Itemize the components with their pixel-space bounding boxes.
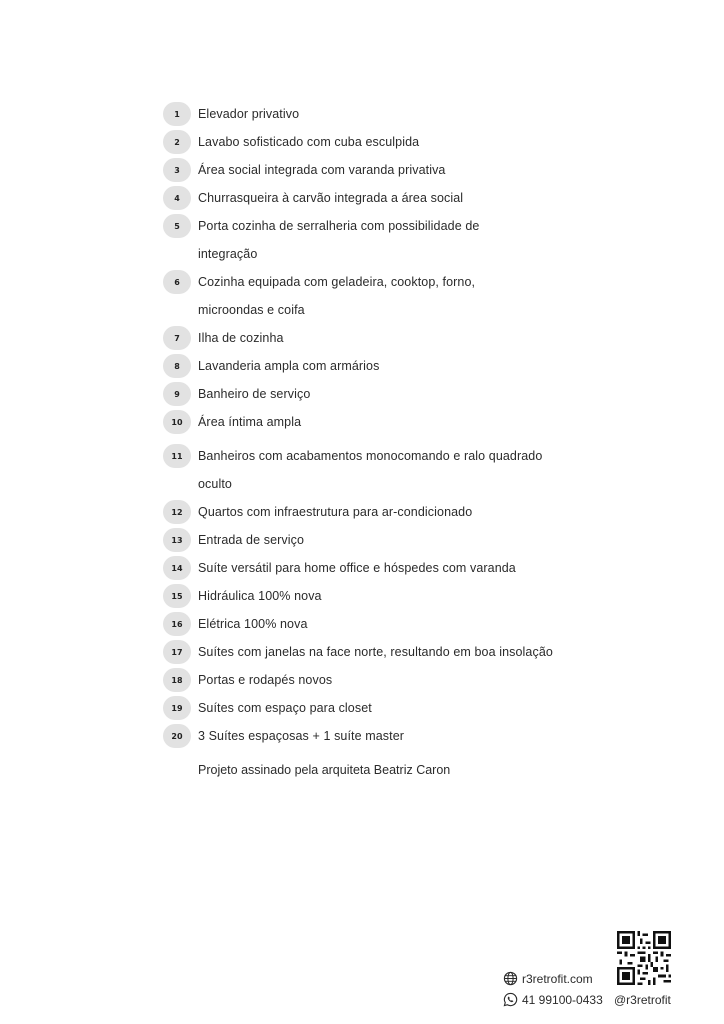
item-text-continued: integração [198, 247, 258, 261]
item-number-badge: 15 [163, 584, 191, 608]
item-text-continued: microondas e coifa [198, 303, 305, 317]
globe-icon [503, 971, 518, 986]
item-number-badge: 4 [163, 186, 191, 210]
website-label: r3retrofit.com [522, 971, 593, 986]
item-text: Suítes com espaço para closet [198, 701, 372, 715]
item-number-badge: 1 [163, 102, 191, 126]
item-text: Hidráulica 100% nova [198, 589, 322, 603]
item-number-badge: 18 [163, 668, 191, 692]
item-text: Área íntima ampla [198, 415, 302, 429]
architect-credit: Projeto assinado pela arquiteta Beatriz Caron [198, 763, 451, 777]
item-text: Elevador privativo [198, 107, 300, 121]
item-text: 3 Suítes espaçosas + 1 suíte master [198, 729, 405, 743]
item-text: Banheiros com acabamentos monocomando e ralo quadrado [198, 449, 543, 463]
qr-code-icon[interactable] [617, 931, 671, 985]
item-number-badge: 12 [163, 500, 191, 524]
item-number-badge: 9 [163, 382, 191, 406]
item-number-badge: 10 [163, 410, 191, 434]
item-text: Portas e rodapés novos [198, 673, 333, 687]
item-number-badge: 13 [163, 528, 191, 552]
instagram-contact[interactable] [614, 993, 671, 1007]
item-text: Cozinha equipada com geladeira, cooktop, forno, [198, 275, 476, 289]
whatsapp-icon [503, 992, 518, 1007]
item-text: Entrada de serviço [198, 533, 305, 547]
item-text: Quartos com infraestrutura para ar-condicionado [198, 505, 473, 519]
item-text: Churrasqueira à carvão integrada a área social [198, 191, 464, 205]
item-number-badge: 7 [163, 326, 191, 350]
item-number-badge: 20 [163, 724, 191, 748]
item-text-continued: oculto [198, 477, 232, 491]
instagram-label: @r3retrofit [614, 993, 671, 1007]
item-text: Elétrica 100% nova [198, 617, 308, 631]
item-text: Lavanderia ampla com armários [198, 359, 380, 373]
item-text: Suíte versátil para home office e hóspedes com varanda [198, 561, 516, 575]
item-number-badge: 19 [163, 696, 191, 720]
item-text: Ilha de cozinha [198, 331, 284, 345]
item-text: Suítes com janelas na face norte, resultando em boa insolação [198, 645, 553, 659]
item-number-badge: 6 [163, 270, 191, 294]
item-number-badge: 14 [163, 556, 191, 580]
item-number-badge: 11 [163, 444, 191, 468]
phone-label: 41 99100-0433 [522, 992, 603, 1007]
item-number-badge: 2 [163, 130, 191, 154]
item-number-badge: 5 [163, 214, 191, 238]
phone-contact[interactable] [503, 992, 603, 1007]
item-text: Banheiro de serviço [198, 387, 311, 401]
item-number-badge: 3 [163, 158, 191, 182]
website-contact[interactable] [503, 971, 593, 986]
item-text: Porta cozinha de serralheria com possibilidade de [198, 219, 480, 233]
item-text: Lavabo sofisticado com cuba esculpida [198, 135, 420, 149]
item-text: Área social integrada com varanda privativa [198, 163, 446, 177]
item-number-badge: 8 [163, 354, 191, 378]
item-number-badge: 17 [163, 640, 191, 664]
item-number-badge: 16 [163, 612, 191, 636]
